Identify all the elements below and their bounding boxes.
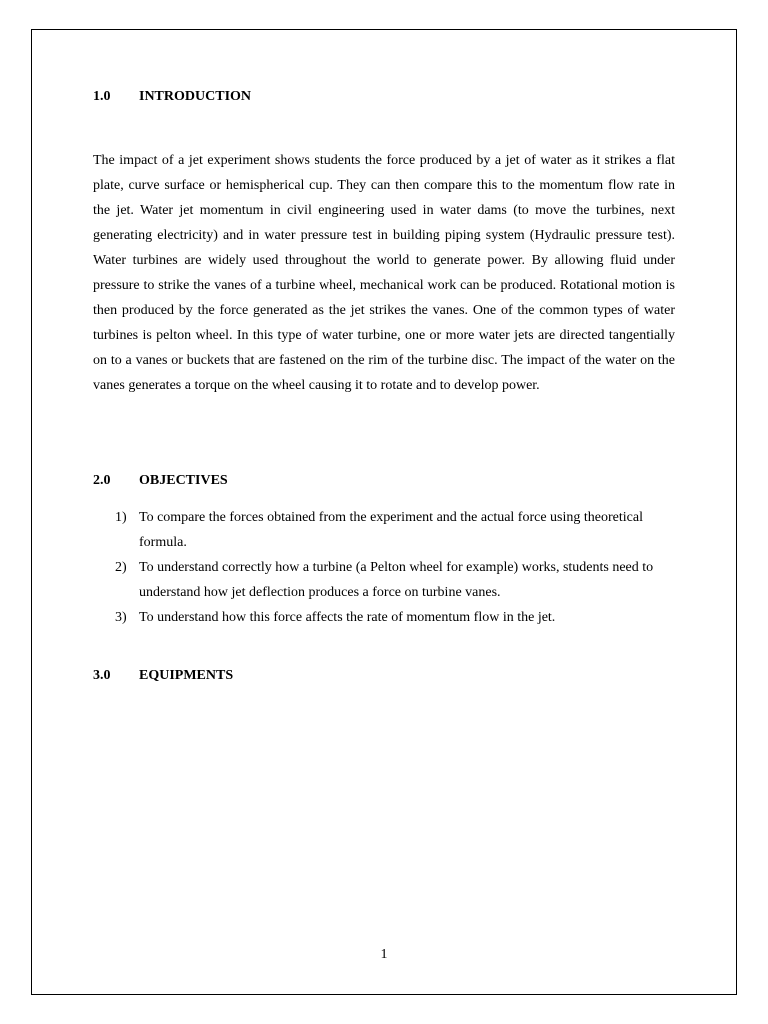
page-number: 1 bbox=[380, 947, 388, 962]
section-number: 2.0 bbox=[93, 473, 111, 488]
list-item bbox=[93, 605, 675, 630]
equipments-heading bbox=[93, 668, 233, 684]
list-marker: 3) bbox=[115, 610, 127, 625]
list-item bbox=[93, 555, 675, 605]
list-item-text: To understand how this force affects the rate of momentum flow in the jet. bbox=[139, 610, 556, 625]
list-marker: 2) bbox=[115, 560, 127, 575]
section-number: 3.0 bbox=[93, 668, 111, 683]
section-title: EQUIPMENTS bbox=[139, 668, 234, 683]
list-marker: 1) bbox=[115, 510, 127, 525]
section-title: INTRODUCTION bbox=[139, 89, 252, 104]
objectives-list bbox=[93, 505, 675, 630]
section-title: OBJECTIVES bbox=[139, 473, 228, 488]
section-number: 1.0 bbox=[93, 89, 111, 104]
list-item-text: To understand correctly how a turbine (a Pelton wheel for example) works, students need to understand how jet deflection produces a force on turbine vanes. bbox=[139, 560, 654, 600]
introduction-paragraph: The impact of a jet experiment shows students the force produced by a jet of water as it strikes a flat plate, curve surface or hemispherical cup. They can then compare this to the momentum flow rate in the jet. Water jet momentum in civil engineering used in water dams (to move the turbines, next generating electricity) and in water pressure test in building piping system (Hydraulic pressure test). Water turbines are widely used throughout the world to generate power. By allowing fluid under pressure to strike the vanes of a turbine wheel, mechanical work can be produced. Rotational motion is then produced by the force generated as the jet strikes the vanes. One of the common types of water turbines is pelton wheel. In this type of water turbine, one or more water jets are directed tangentially on to a vanes or buckets that are fastened on the rim of the turbine disc. The impact of the water on the vanes generates a torque on the wheel causing it to rotate and to develop power. bbox=[93, 153, 675, 393]
list-item-text: To compare the forces obtained from the experiment and the actual force using theoretical formula. bbox=[139, 510, 643, 550]
objectives-heading bbox=[93, 473, 228, 489]
list-item bbox=[93, 505, 675, 555]
introduction-heading bbox=[93, 89, 251, 105]
